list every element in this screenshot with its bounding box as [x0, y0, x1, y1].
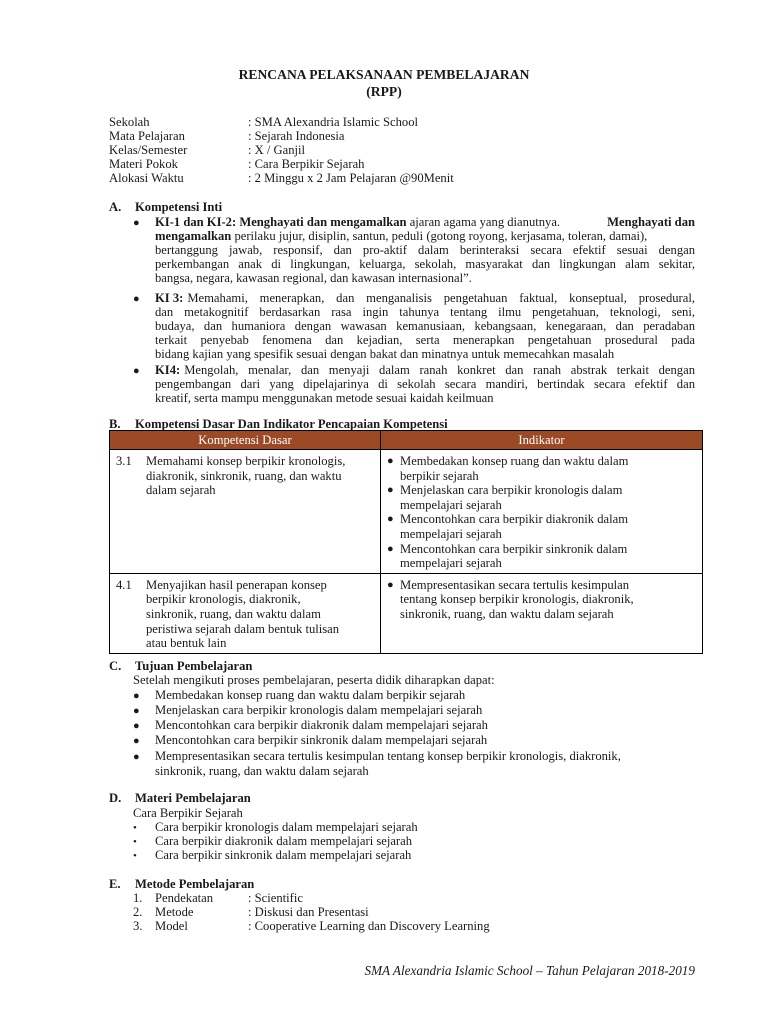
ki1-line [155, 229, 647, 244]
bullet-icon: ● [133, 720, 140, 732]
ki4-text: Mengolah, menalar, dan menyaji dalam ranah konkret dan ranah abstrak terkait dengan [184, 363, 695, 377]
list-item: Mencontohkan cara berpikir sinkronik dalam mempelajari sejarah [155, 733, 488, 747]
list-item: Mencontohkan cara berpikir diakronik dalam mempelajari sejarah [155, 718, 488, 732]
list-item: Membedakan konsep ruang dan waktu dalam berpikir sejarah [155, 688, 466, 702]
method-value: : Cooperative Learning dan Discovery Learning [248, 919, 490, 933]
bullet-icon: • [133, 850, 137, 862]
kd-text: Menyajikan hasil penerapan konsep berpikir kronologis, diakronik, sinkronik, ruang, dan waktu dalam peristiwa sejarah dalam bentuk tulisan atau bentuk lain [146, 577, 340, 651]
section-title: Materi Pembelajaran [135, 791, 251, 805]
method-number: 1. [133, 891, 143, 905]
indicator-item: ● Mempresentasikan secara tertulis kesimpulan tentang konsep berpikir kronologis, diakronik, sinkronik, ruang, dan waktu dalam sejarah [387, 577, 634, 621]
list-item: Mempresentasikan secara tertulis kesimpulan tentang konsep berpikir kronologis, diakronik, [155, 749, 621, 763]
table-cell-indicator [381, 573, 703, 653]
table-header-kd: Kompetensi Dasar [110, 431, 381, 450]
ki1-line: bertanggung jawab, responsif, dan pro-aktif dalam berinteraksi secara efektif sesuai dengan [155, 243, 695, 257]
ki3-bold: KI 3: [155, 291, 184, 305]
identity-label: Sekolah [109, 115, 150, 129]
document-title: RENCANA PELAKSANAAN PEMBELAJARAN [238, 67, 530, 82]
identity-value: : Sejarah Indonesia [248, 129, 345, 143]
kd-number: 3.1 [116, 454, 132, 468]
bullet-icon: ● [133, 690, 140, 702]
ki4-line: kreatif, serta mampu menggunakan metode sesuai kaidah keilmuan [155, 391, 494, 405]
kd-number: 4.1 [116, 577, 132, 592]
bullet-icon: ● [387, 513, 394, 526]
ki1-bold: KI-1 dan KI-2: Menghayati dan mengamalkan [155, 215, 407, 229]
table-header-indicator: Indikator [381, 431, 703, 450]
list-item-continued: sinkronik, ruang, dan waktu dalam sejarah [155, 764, 369, 778]
ki3-line [155, 291, 695, 306]
bullet-icon: ● [387, 455, 394, 467]
section-letter: C. [109, 659, 122, 673]
indicator-item: ● Menjelaskan cara berpikir kronologis dalam mempelajari sejarah [387, 483, 623, 512]
bullet-icon: ● [133, 751, 140, 763]
ki1-line: bangsa, negara, kawasan regional, dan kawasan internasional”. [155, 271, 472, 285]
identity-value: : 2 Minggu x 2 Jam Pelajaran @90Menit [248, 171, 454, 185]
method-value: : Diskusi dan Presentasi [248, 905, 369, 919]
ki1-bold-end: Menghayati dan [607, 215, 695, 229]
ki3-text: Memahami, menerapkan, dan menganalisis pengetahuan faktual, konseptual, prosedural, [187, 291, 695, 305]
indicator-item: ● Mencontohkan cara berpikir sinkronik dalam mempelajari sejarah [387, 541, 628, 571]
table-cell-kd [110, 573, 381, 653]
identity-label: Mata Pelajaran [109, 129, 185, 143]
ki3-line: terkait penyebab fenomena dan kejadian, serta menerapkan pengetahuan prosedural pada [155, 333, 695, 347]
bullet-icon: ● [133, 217, 140, 229]
bullet-icon: ● [133, 365, 140, 377]
section-title: Tujuan Pembelajaran [135, 659, 253, 673]
section-letter: D. [109, 791, 122, 805]
bullet-icon: • [133, 836, 137, 848]
method-label: Model [155, 919, 188, 933]
list-item: Cara berpikir kronologis dalam mempelajari sejarah [155, 820, 418, 834]
ki4-bold: KI4: [155, 363, 181, 377]
indicator-item: ● Mencontohkan cara berpikir diakronik dalam mempelajari sejarah [387, 512, 629, 541]
section-title: Kompetensi Dasar Dan Indikator Pencapaian Kompetensi [135, 417, 448, 431]
identity-value: : X / Ganjil [248, 143, 306, 157]
method-number: 3. [133, 919, 143, 933]
ki1-text: perilaku jujur, disiplin, santun, peduli (gotong royong, kerjasama, toleran, damai), [234, 229, 648, 243]
table-cell-kd [110, 450, 381, 574]
method-number: 2. [133, 905, 143, 919]
section-title: Metode Pembelajaran [135, 877, 255, 891]
identity-label: Kelas/Semester [109, 143, 188, 157]
table-row [110, 573, 703, 653]
bullet-icon: ● [387, 578, 394, 591]
ki3-line: bidang kajian yang spesifik sesuai dengan bakat dan minatnya untuk memecahkan masalah [155, 347, 615, 361]
list-item: Cara berpikir diakronik dalam mempelajari sejarah [155, 834, 413, 848]
ki1-text: ajaran agama yang dianutnya. [409, 215, 561, 229]
table-row [110, 450, 703, 574]
ki1-line: perkembangan anak di lingkungan, keluarga, sekolah, masyarakat dan lingkungan alam sekitar, [155, 257, 695, 271]
list-item: Menjelaskan cara berpikir kronologis dalam mempelajari sejarah [155, 703, 483, 717]
identity-value: : SMA Alexandria Islamic School [248, 115, 418, 129]
kd-text: Memahami konsep berpikir kronologis, diakronik, sinkronik, ruang, dan waktu dalam sejarah [146, 454, 346, 498]
identity-value: : Cara Berpikir Sejarah [248, 157, 365, 171]
competency-table [109, 430, 703, 654]
ki1-line [155, 215, 560, 230]
table-header-row [110, 431, 703, 450]
bullet-icon: ● [133, 735, 140, 747]
ki3-line: budaya, dan humaniora dengan wawasan kemanusiaan, kebangsaan, kenegaraan, dan peradaban [155, 319, 695, 333]
table-cell-indicator [381, 450, 703, 574]
ki1-bold: mengamalkan [155, 229, 232, 243]
bullet-icon: ● [387, 484, 394, 497]
section-letter: E. [109, 877, 121, 891]
bullet-icon: ● [133, 293, 140, 305]
ki4-line [155, 363, 695, 378]
identity-label: Alokasi Waktu [109, 171, 184, 185]
list-item: Cara berpikir sinkronik dalam mempelajari sejarah [155, 848, 412, 862]
bullet-icon: • [133, 822, 137, 834]
section-letter: A. [109, 200, 122, 214]
method-value: : Scientific [248, 891, 303, 905]
indicator-item: ● Membedakan konsep ruang dan waktu dalam berpikir sejarah [387, 454, 629, 483]
section-intro: Setelah mengikuti proses pembelajaran, peserta didik diharapkan dapat: [133, 673, 495, 687]
bullet-icon: ● [387, 542, 394, 555]
identity-label: Materi Pokok [109, 157, 178, 171]
ki4-line: pengembangan dari yang dipelajarinya di sekolah secara mandiri, bertindak secara efektif dan [155, 377, 695, 391]
document-subtitle: (RPP) [366, 84, 402, 99]
section-intro: Cara Berpikir Sejarah [133, 806, 243, 820]
ki3-line: dan metakognitif berdasarkan rasa ingin tahunya tentang ilmu pengetahuan, teknologi, seni, [155, 305, 695, 319]
method-label: Metode [155, 905, 194, 919]
section-letter: B. [109, 417, 121, 431]
page-footer: SMA Alexandria Islamic School – Tahun Pelajaran 2018-2019 [364, 963, 695, 978]
bullet-icon: ● [133, 705, 140, 717]
method-label: Pendekatan [155, 891, 214, 905]
section-title: Kompetensi Inti [135, 200, 223, 214]
